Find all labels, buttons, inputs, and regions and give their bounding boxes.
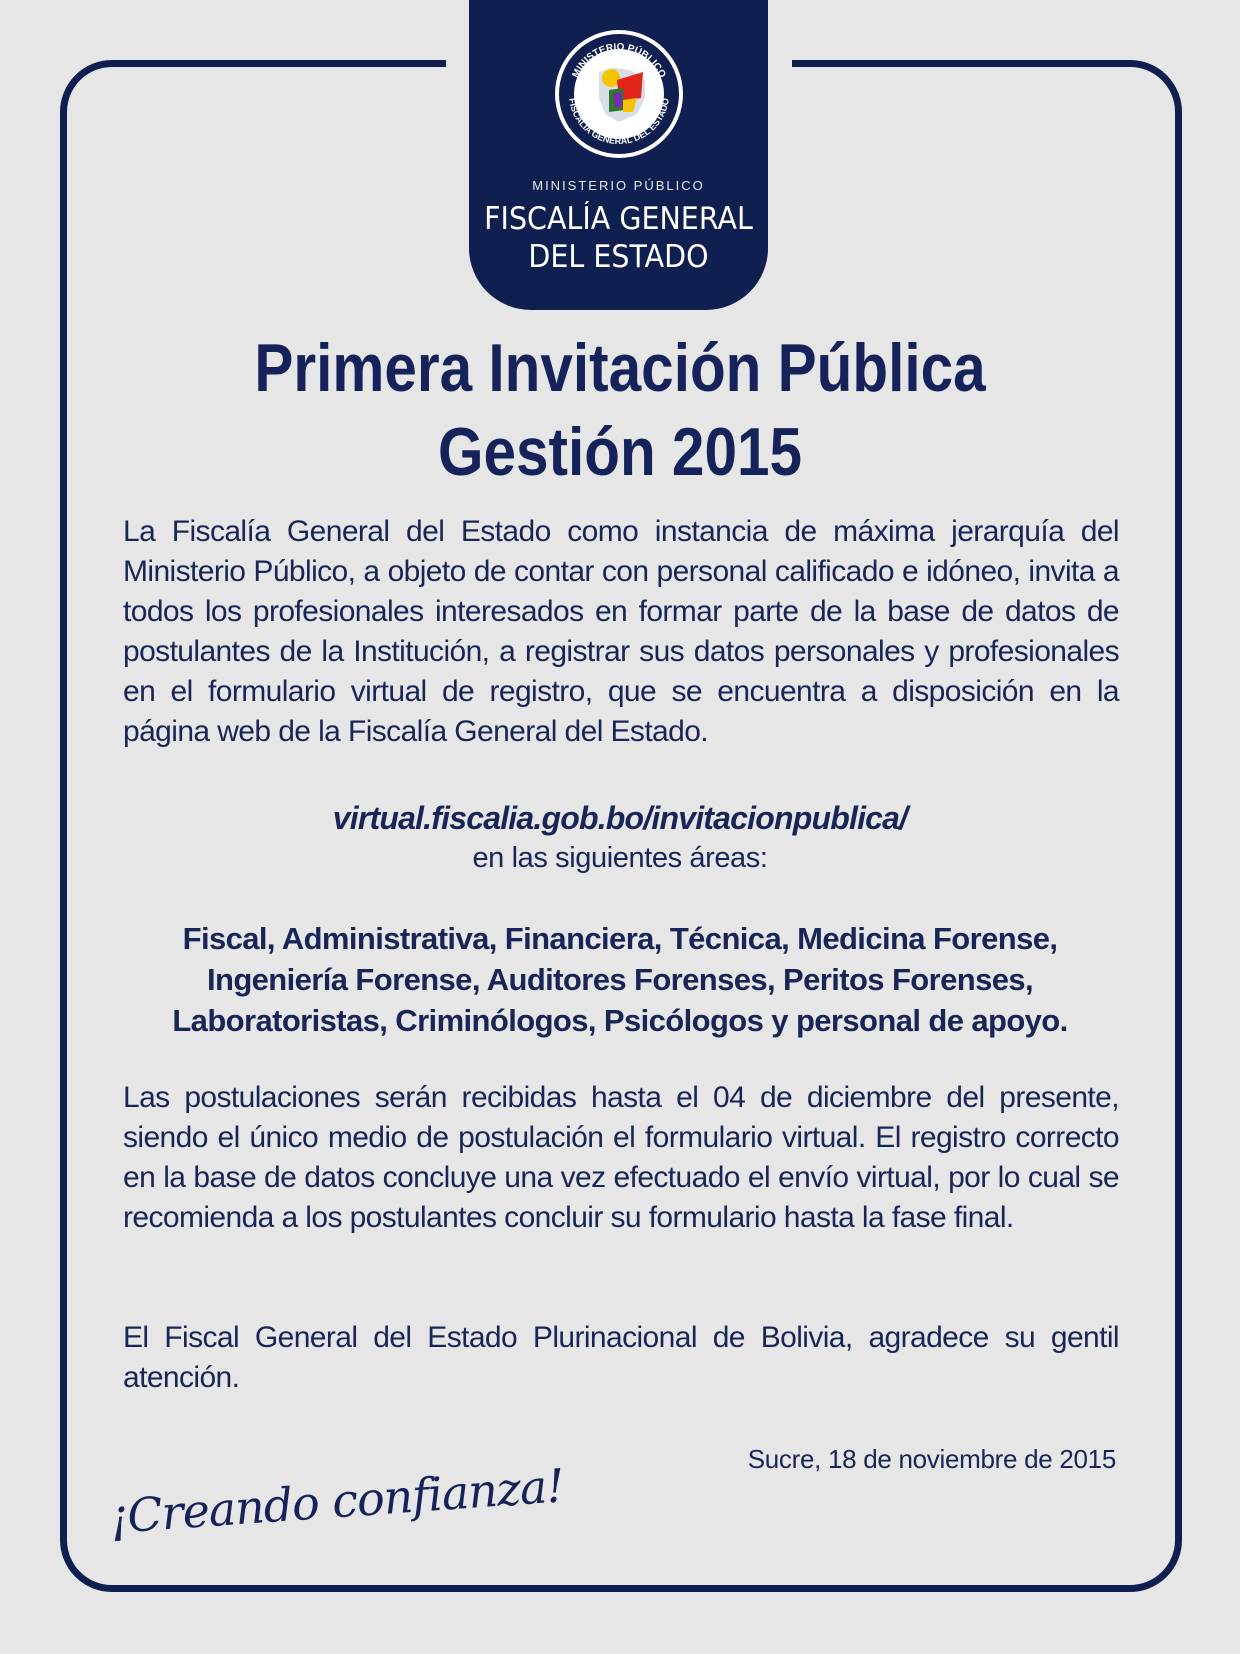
header-institution-name <box>481 200 756 276</box>
slogan-signature: ¡Creando confianza! <box>108 1458 566 1544</box>
page-title-line2: Gestión 2015 <box>437 414 803 490</box>
header-line2: DEL ESTADO <box>528 239 709 275</box>
areas-list <box>100 918 1140 1041</box>
page-title-line1: Primera Invitación Pública <box>254 330 986 406</box>
areas-line: Fiscal, Administrativa, Financiera, Técnica, Medicina Forense, <box>182 921 1058 956</box>
areas-line: Laboratoristas, Criminólogos, Psicólogos y personal de apoyo. <box>172 1003 1068 1038</box>
header-line1: FISCALÍA GENERAL <box>484 201 753 237</box>
seal-text-bottom: FISCALÍA GENERAL DEL ESTADO <box>567 97 671 147</box>
intro-paragraph: La Fiscalía General del Estado como instancia de máxima jerarquía del Ministerio Público, a objeto de contar con personal calificado e idóneo, invita a todos los profesionales interesados en formar parte de la base de datos de postulantes de la Institución, a registrar sus datos personales y profesionales en el formulario virtual de registro, que se encuentra a disposición en la página web de la Fiscalía General del Estado. <box>123 515 1119 748</box>
header-ministry-label: MINISTERIO PÚBLICO <box>532 178 705 193</box>
fiscalia-seal-logo <box>553 28 685 160</box>
header-tab <box>469 0 768 310</box>
deadline-paragraph: Las postulaciones serán recibidas hasta el 04 de diciembre del presente, siendo el único medio de postulación el formulario virtual. El registro correcto en la base de datos concluye una vez efectuado el envío virtual, por lo cual se recomienda a los postulantes concluir su formulario hasta la fase final. <box>123 1081 1119 1234</box>
seal-text-top: MINISTERIO PÚBLICO <box>570 41 668 80</box>
document-date: Sucre, 18 de noviembre de 2015 <box>747 1444 1116 1474</box>
closing-paragraph: El Fiscal General del Estado Plurinacional de Bolivia, agradece su gentil atención. <box>123 1321 1119 1394</box>
invitation-url-link[interactable]: virtual.fiscalia.gob.bo/invitacionpublica/ <box>332 800 908 836</box>
areas-line: Ingeniería Forense, Auditores Forenses, Peritos Forenses, <box>206 962 1034 997</box>
areas-intro: en las siguientes áreas: <box>472 842 768 874</box>
